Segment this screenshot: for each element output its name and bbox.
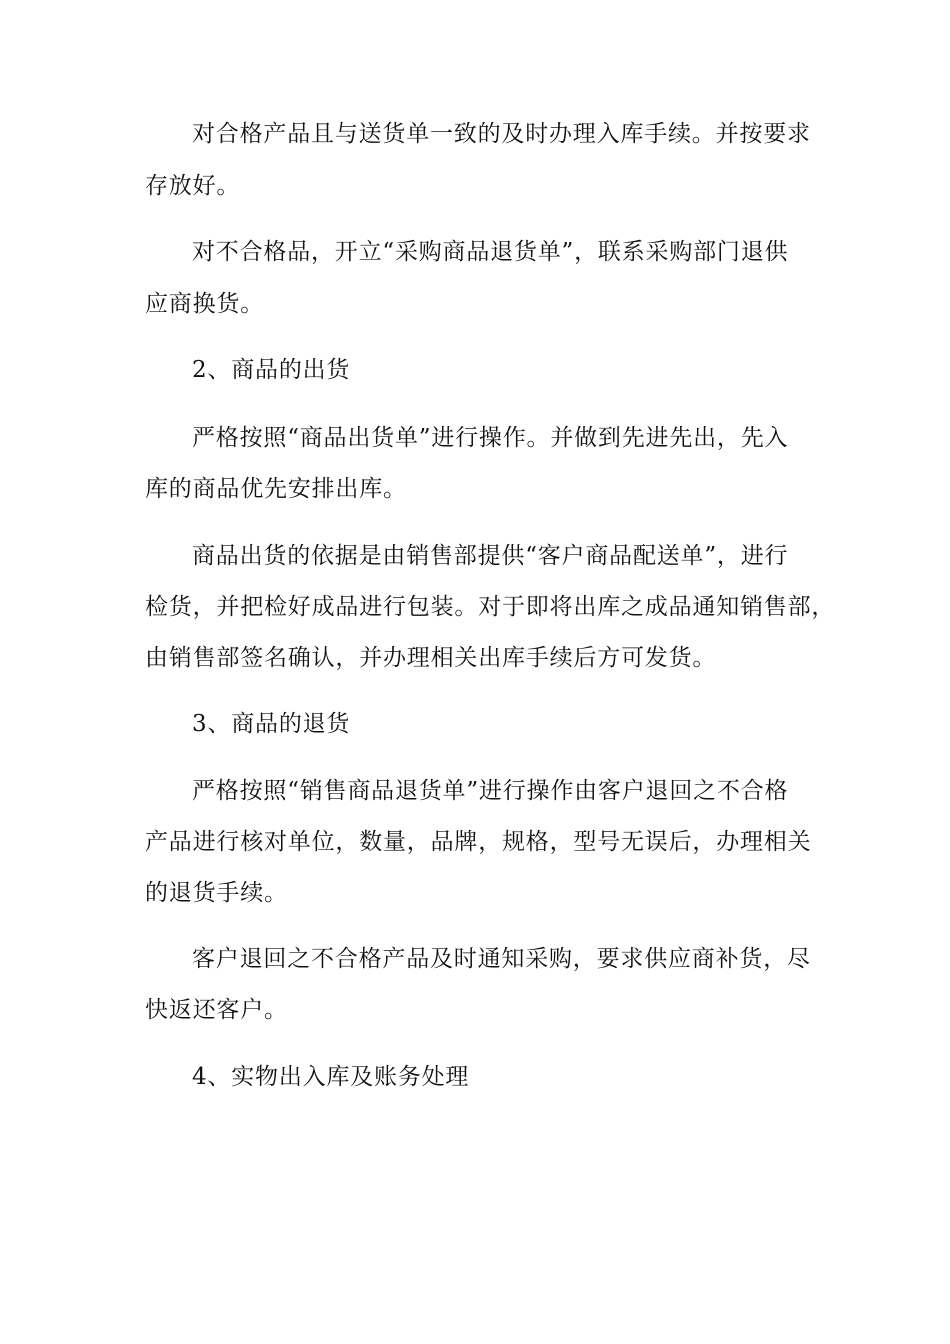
paragraph-7-line-1: 严格按照“销售商品退货单”进行操作由客户退回之不合格	[192, 778, 789, 804]
paragraph-1-line-2: 存放好。	[145, 173, 241, 199]
paragraph-8-line-1: 客户退回之不合格产品及时通知采购，要求供应商补货，尽	[192, 946, 811, 972]
paragraph-7-line-2: 产品进行核对单位，数量，品牌，规格，型号无误后，办理相关	[145, 829, 812, 855]
paragraph-5-line-1: 商品出货的依据是由销售部提供“客户商品配送单”，进行	[192, 543, 789, 569]
section-heading-4: 4、实物出入库及账务处理	[192, 1064, 470, 1090]
paragraph-5-line-3: 由销售部签名确认，并办理相关出库手续后方可发货。	[145, 645, 717, 671]
section-heading-2: 2、商品的出货	[192, 357, 351, 383]
paragraph-2-line-1: 对不合格品，开立“采购商品退货单”，联系采购部门退供	[192, 239, 789, 265]
paragraph-7-line-3: 的退货手续。	[145, 880, 288, 906]
paragraph-1-line-1: 对合格产品且与送货单一致的及时办理入库手续。并按要求	[192, 121, 811, 147]
paragraph-5-line-2: 检货，并把检好成品进行包装。对于即将出库之成品通知销售部，	[145, 594, 836, 620]
section-heading-3: 3、商品的退货	[192, 711, 351, 737]
paragraph-4-line-1: 严格按照“商品出货单”进行操作。并做到先进先出，先入	[192, 425, 789, 451]
paragraph-2-line-2: 应商换货。	[145, 291, 264, 317]
paragraph-8-line-2: 快返还客户。	[145, 997, 288, 1023]
paragraph-4-line-2: 库的商品优先安排出库。	[145, 476, 407, 502]
